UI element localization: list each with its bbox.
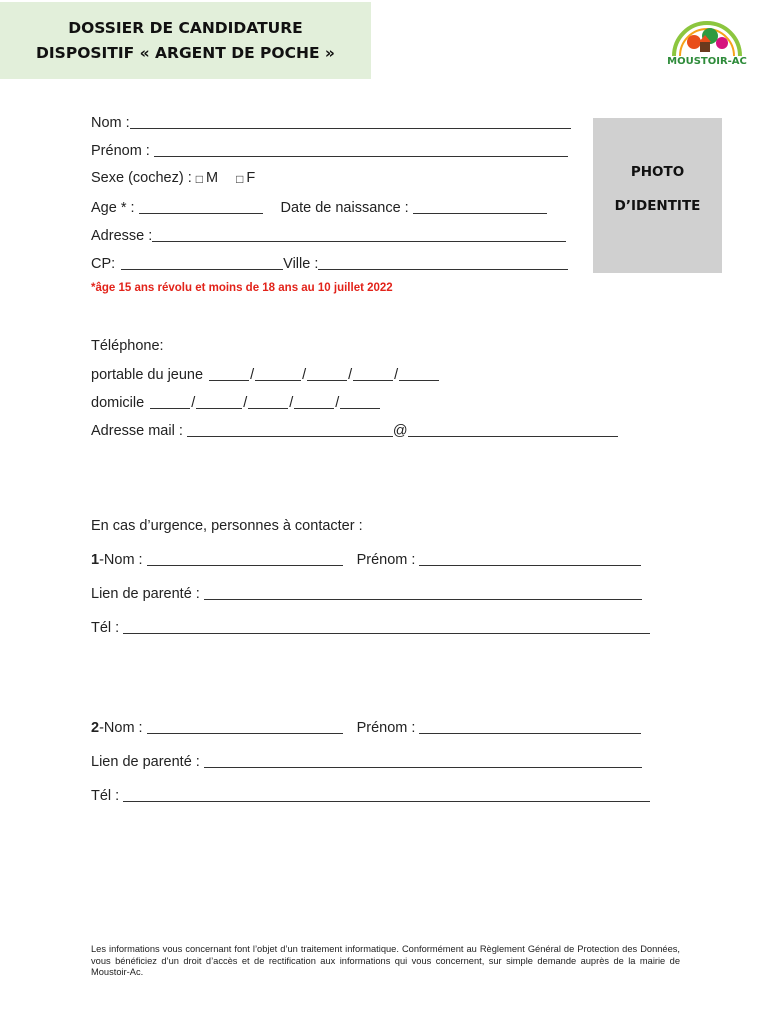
emergency-2-lien-label: Lien de parenté : bbox=[91, 754, 200, 770]
portable-field-5[interactable] bbox=[399, 366, 439, 381]
emergency-1-nom-label: -Nom : bbox=[99, 552, 143, 568]
slash: / bbox=[348, 367, 353, 383]
sexe-row bbox=[91, 170, 255, 186]
prenom-row bbox=[91, 142, 568, 159]
emergency-1-lien-field[interactable] bbox=[204, 585, 642, 600]
adresse-row bbox=[91, 227, 566, 244]
domicile-field-5[interactable] bbox=[340, 394, 380, 409]
ville-label: Ville : bbox=[283, 256, 319, 272]
nom-label: Nom : bbox=[91, 115, 130, 131]
emergency-2-lien-row bbox=[91, 753, 642, 770]
emergency-1-tel-field[interactable] bbox=[123, 619, 650, 634]
emergency-2-nom-label: -Nom : bbox=[99, 720, 143, 736]
emergency-1-prenom-field[interactable] bbox=[419, 551, 641, 566]
town-logo-icon bbox=[664, 12, 750, 74]
slash: / bbox=[289, 395, 294, 411]
domicile-label: domicile bbox=[91, 395, 145, 411]
domicile-field-3[interactable] bbox=[248, 394, 288, 409]
mail-label: Adresse mail : bbox=[91, 423, 183, 439]
emergency-2-tel-row bbox=[91, 787, 650, 804]
mail-domain-field[interactable] bbox=[408, 422, 618, 437]
dob-label: Date de naissance : bbox=[280, 200, 409, 216]
portable-field-4[interactable] bbox=[353, 366, 393, 381]
photo-placeholder bbox=[593, 118, 722, 273]
emergency-2-name-row bbox=[91, 719, 641, 736]
document-title bbox=[0, 2, 371, 79]
adresse-label: Adresse : bbox=[91, 228, 153, 244]
photo-label-1: PHOTO bbox=[630, 164, 685, 180]
photo-label-2: D’IDENTITE bbox=[614, 198, 701, 214]
emergency-2-prenom-label: Prénom : bbox=[356, 720, 416, 736]
domicile-field-2[interactable] bbox=[196, 394, 242, 409]
portable-field-2[interactable] bbox=[255, 366, 301, 381]
emergency-1-prenom-label: Prénom : bbox=[356, 552, 416, 568]
emergency-2-prenom-field[interactable] bbox=[419, 719, 641, 734]
portable-field-3[interactable] bbox=[307, 366, 347, 381]
emergency-1-number: 1 bbox=[91, 552, 100, 568]
sexe-f-label: F bbox=[246, 170, 256, 186]
emergency-1-lien-label: Lien de parenté : bbox=[91, 586, 200, 602]
sexe-label: Sexe (cochez) : bbox=[91, 170, 192, 186]
emergency-2-lien-field[interactable] bbox=[204, 753, 642, 768]
prenom-field[interactable] bbox=[154, 142, 568, 157]
ville-field[interactable] bbox=[318, 255, 568, 270]
emergency-2-number: 2 bbox=[91, 720, 100, 736]
emergency-1-tel-label: Tél : bbox=[91, 620, 120, 636]
mail-row bbox=[91, 422, 618, 439]
emergency-2-tel-field[interactable] bbox=[123, 787, 650, 802]
nom-field[interactable] bbox=[130, 114, 571, 129]
sexe-m-label: M bbox=[206, 170, 219, 186]
slash: / bbox=[250, 367, 255, 383]
dob-field[interactable] bbox=[413, 199, 547, 214]
domicile-row bbox=[91, 394, 380, 411]
slash: / bbox=[335, 395, 340, 411]
emergency-1-nom-field[interactable] bbox=[147, 551, 343, 566]
slash: / bbox=[243, 395, 248, 411]
age-note: *âge 15 ans révolu et moins de 18 ans au 10 juillet 2022 bbox=[91, 282, 393, 294]
age-row bbox=[91, 199, 547, 216]
title-line-1: DOSSIER DE CANDIDATURE bbox=[68, 18, 303, 37]
slash: / bbox=[191, 395, 196, 411]
emergency-1-tel-row bbox=[91, 619, 650, 636]
cp-field[interactable] bbox=[121, 255, 283, 270]
slash: / bbox=[302, 367, 307, 383]
emergency-heading-text: En cas d’urgence, personnes à contacter : bbox=[91, 518, 363, 534]
age-field[interactable] bbox=[139, 199, 263, 214]
age-label: Age * : bbox=[91, 200, 135, 216]
cp-label: CP: bbox=[91, 256, 116, 272]
checkbox-f[interactable]: □ bbox=[236, 172, 244, 186]
checkbox-m[interactable]: □ bbox=[195, 172, 203, 186]
portable-field-1[interactable] bbox=[209, 366, 249, 381]
title-line-2: DISPOSITIF « ARGENT DE POCHE » bbox=[36, 43, 335, 62]
portable-row bbox=[91, 366, 439, 383]
telephone-label: Téléphone: bbox=[91, 338, 164, 354]
adresse-field[interactable] bbox=[152, 227, 566, 242]
emergency-1-lien-row bbox=[91, 585, 642, 602]
slash: / bbox=[394, 367, 399, 383]
gdpr-footer: Les informations vous concernant font l’objet d’un traitement informatique. Conformément au Règlement Général de Protection des Données, vous bénéficiez d’un droit d’accès et de rectification aux informations qui vous concernent, sur simple demande auprès de la mairie de Moustoir-Ac. bbox=[91, 944, 680, 977]
domicile-field-4[interactable] bbox=[294, 394, 334, 409]
portable-label: portable du jeune bbox=[91, 367, 204, 383]
emergency-1-name-row bbox=[91, 551, 641, 568]
emergency-2-nom-field[interactable] bbox=[147, 719, 343, 734]
prenom-label: Prénom : bbox=[91, 143, 150, 159]
domicile-field-1[interactable] bbox=[150, 394, 190, 409]
telephone-heading bbox=[91, 338, 164, 354]
emergency-2-tel-label: Tél : bbox=[91, 788, 120, 804]
cp-ville-row bbox=[91, 255, 568, 272]
at-sign: @ bbox=[392, 423, 408, 439]
nom-row bbox=[91, 114, 571, 131]
logo-text: MOUSTOIR-AC bbox=[667, 56, 747, 67]
mail-user-field[interactable] bbox=[187, 422, 393, 437]
emergency-heading bbox=[91, 518, 363, 534]
